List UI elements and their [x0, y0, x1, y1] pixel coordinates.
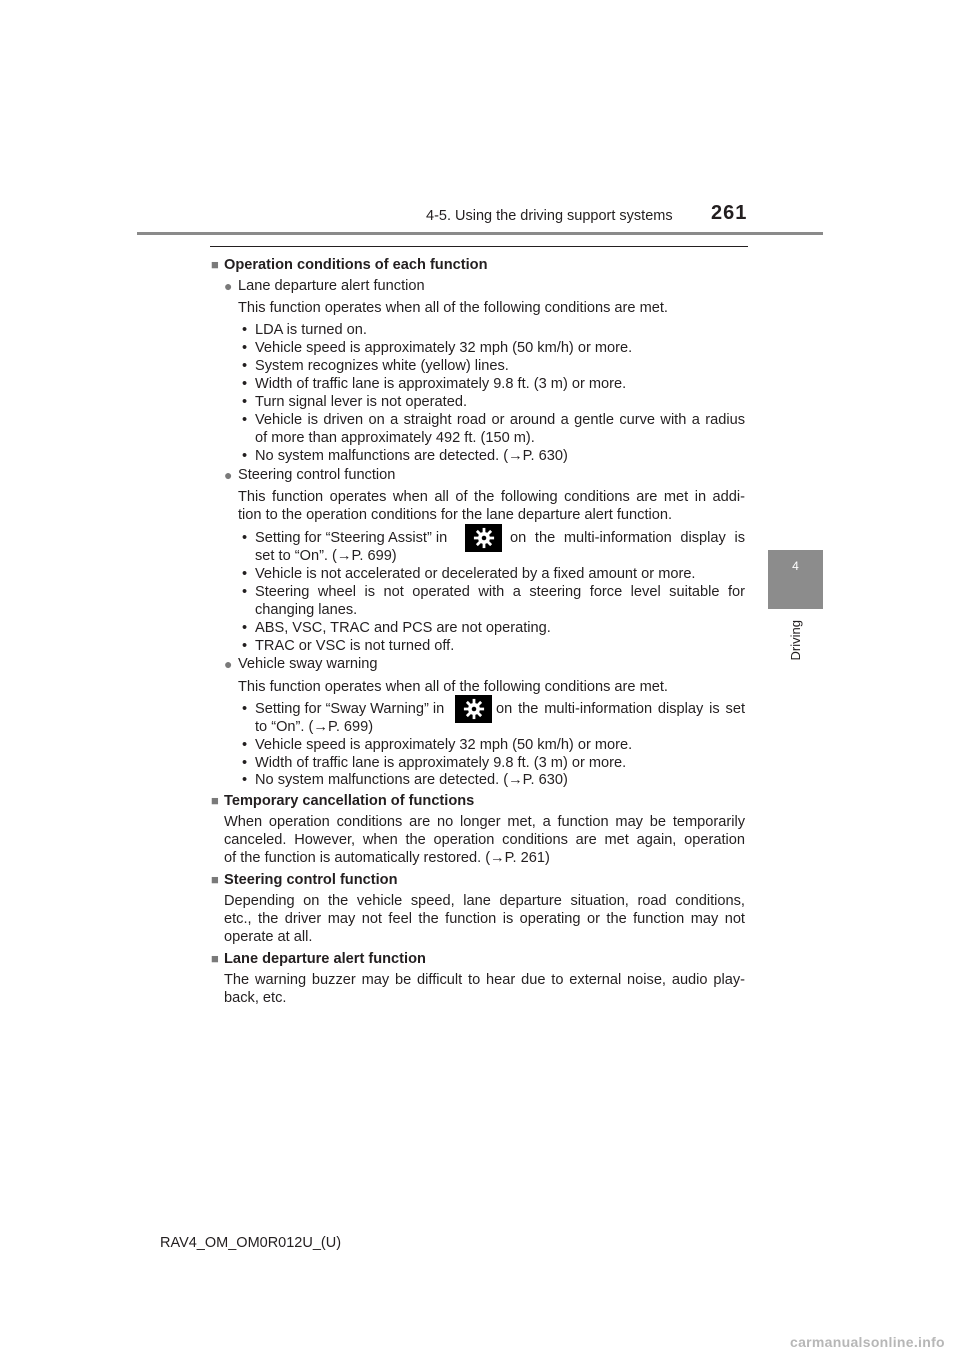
- subsection-title-lda: Lane departure alert function: [238, 278, 425, 294]
- list-item: Setting for “Sway Warning” in: [255, 701, 445, 717]
- paragraph-line: etc., the driver may not feel the function is operating or the function may not: [224, 911, 745, 927]
- bullet-dot: •: [242, 530, 248, 546]
- paragraph-line: back, etc.: [224, 990, 287, 1006]
- content-divider: [210, 246, 748, 247]
- bullet-dot: •: [242, 737, 248, 753]
- bullet-dot: •: [242, 322, 248, 338]
- list-item: Vehicle is not accelerated or decelerated by a fixed amount or more.: [255, 566, 696, 582]
- bullet-dot: •: [242, 566, 248, 582]
- section-title-temporary: Temporary cancellation of functions: [224, 793, 475, 809]
- paragraph-line: When operation conditions are no longer met, a function may be temporarily: [224, 814, 745, 830]
- lda-intro: This function operates when all of the following conditions are met.: [238, 300, 668, 316]
- chapter-label: Driving: [788, 620, 803, 661]
- list-item: No system malfunctions are detected. (→P. 630): [255, 448, 568, 464]
- document-code: RAV4_OM_OM0R012U_(U): [160, 1235, 342, 1251]
- paragraph-line: Depending on the vehicle speed, lane departure situation, road conditions,: [224, 893, 745, 909]
- list-item-continued: to “On”. (→P. 699): [255, 719, 374, 735]
- header-divider: [137, 232, 823, 235]
- list-item: LDA is turned on.: [255, 322, 367, 338]
- list-item: Steering wheel is not operated with a steering force level suitable for: [255, 584, 745, 600]
- gear-icon: [455, 695, 492, 723]
- list-item: Width of traffic lane is approximately 9.8 ft. (3 m) or more.: [255, 376, 627, 392]
- square-bullet-icon: ■: [211, 257, 219, 272]
- bullet-dot: •: [242, 638, 248, 654]
- list-item: No system malfunctions are detected. (→P. 630): [255, 772, 568, 788]
- paragraph-line: operate at all.: [224, 929, 313, 945]
- list-item: Vehicle speed is approximately 32 mph (50 km/h) or more.: [255, 340, 633, 356]
- bullet-dot: •: [242, 755, 248, 771]
- chapter-number: 4: [792, 559, 799, 573]
- list-item: Vehicle is driven on a straight road or around a gentle curve with a radius: [255, 412, 745, 428]
- circle-bullet-icon: ●: [224, 278, 233, 294]
- section-header: 4-5. Using the driving support systems: [426, 208, 673, 224]
- list-item-continued: set to “On”. (→P. 699): [255, 548, 397, 564]
- list-item-continued: changing lanes.: [255, 602, 358, 618]
- list-item-continued: on the multi-information display is: [510, 530, 745, 546]
- bullet-dot: •: [242, 772, 248, 788]
- list-item: Width of traffic lane is approximately 9.8 ft. (3 m) or more.: [255, 755, 627, 771]
- bullet-dot: •: [242, 394, 248, 410]
- list-item: TRAC or VSC is not turned off.: [255, 638, 455, 654]
- gear-icon: [465, 524, 502, 552]
- bullet-dot: •: [242, 584, 248, 600]
- circle-bullet-icon: ●: [224, 656, 233, 672]
- bullet-dot: •: [242, 448, 248, 464]
- bullet-dot: •: [242, 412, 248, 428]
- paragraph-line: of the function is automatically restored. (→P. 261): [224, 850, 550, 866]
- page-number: 261: [711, 202, 748, 224]
- section-title-operation: Operation conditions of each function: [224, 257, 488, 273]
- list-item: Setting for “Steering Assist” in: [255, 530, 448, 546]
- steering-intro-continued: tion to the operation conditions for the lane departure alert function.: [238, 507, 673, 523]
- square-bullet-icon: ■: [211, 793, 219, 808]
- bullet-dot: •: [242, 376, 248, 392]
- square-bullet-icon: ■: [211, 872, 219, 887]
- list-item: ABS, VSC, TRAC and PCS are not operating.: [255, 620, 551, 636]
- bullet-dot: •: [242, 358, 248, 374]
- paragraph-line: The warning buzzer may be difficult to hear due to external noise, audio play-: [224, 972, 745, 988]
- subsection-title-steering: Steering control function: [238, 467, 396, 483]
- section-title-steering-control: Steering control function: [224, 872, 398, 888]
- square-bullet-icon: ■: [211, 951, 219, 966]
- list-item-continued: of more than approximately 492 ft. (150 m).: [255, 430, 535, 446]
- circle-bullet-icon: ●: [224, 467, 233, 483]
- bullet-dot: •: [242, 620, 248, 636]
- watermark: carmanualsonline.info: [790, 1334, 945, 1350]
- section-title-lda-note: Lane departure alert function: [224, 951, 426, 967]
- paragraph-line: canceled. However, when the operation conditions are met again, operation: [224, 832, 745, 848]
- bullet-dot: •: [242, 340, 248, 356]
- list-item-continued: on the multi-information display is set: [496, 701, 745, 717]
- sway-intro: This function operates when all of the following conditions are met.: [238, 679, 668, 695]
- chapter-tab[interactable]: [768, 550, 823, 609]
- list-item: Vehicle speed is approximately 32 mph (50 km/h) or more.: [255, 737, 633, 753]
- bullet-dot: •: [242, 701, 248, 717]
- steering-intro: This function operates when all of the following conditions are met in addi-: [238, 489, 745, 505]
- list-item: Turn signal lever is not operated.: [255, 394, 467, 410]
- list-item: System recognizes white (yellow) lines.: [255, 358, 509, 374]
- subsection-title-sway: Vehicle sway warning: [238, 656, 378, 672]
